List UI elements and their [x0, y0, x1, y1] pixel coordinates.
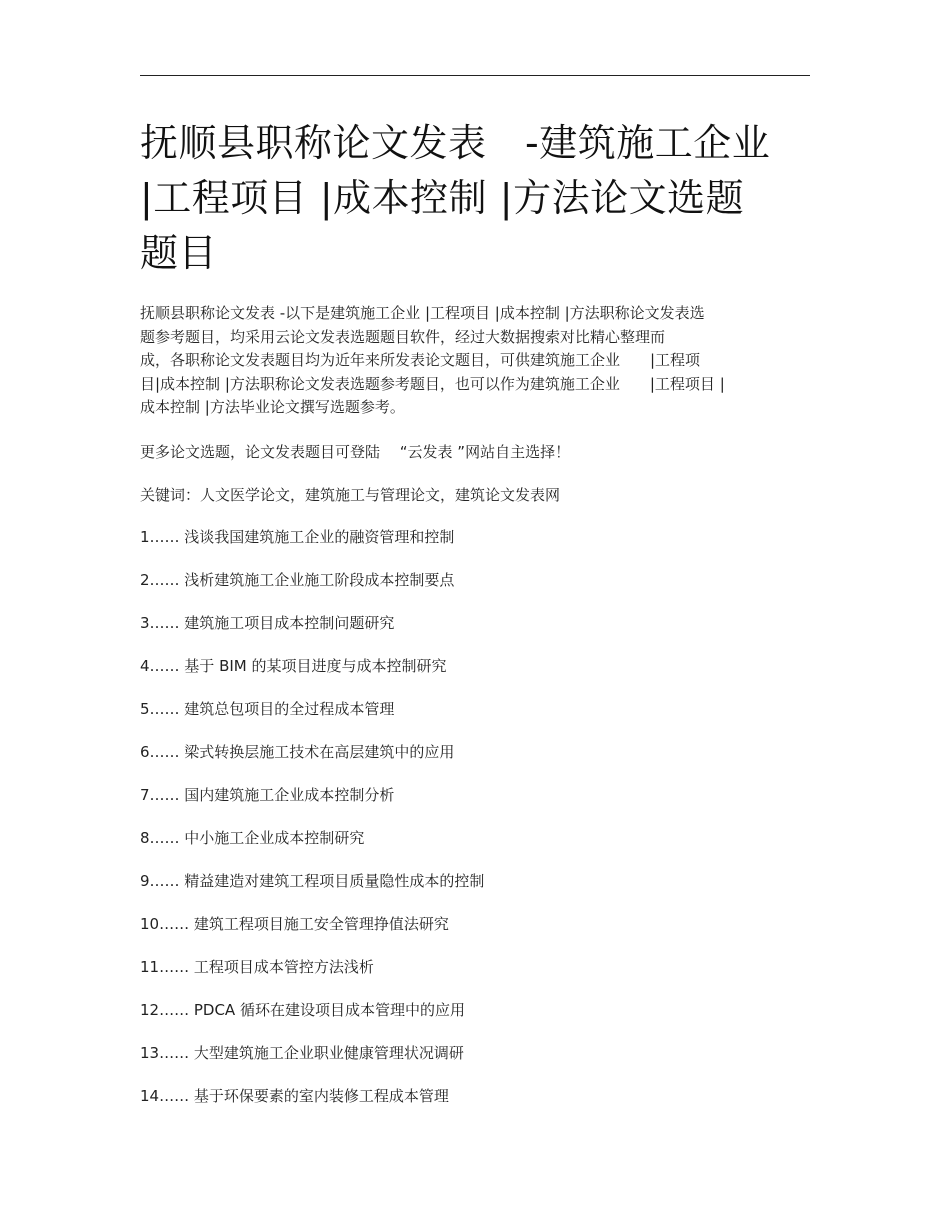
intro-line: 目|成本控制 |方法职称论文发表选题参考题目，也可以作为建筑施工企业 |工程项目 | [140, 374, 725, 393]
list-item: 12…… PDCA 循环在建设项目成本管理中的应用 [140, 1001, 465, 1019]
list-item: 5…… 建筑总包项目的全过程成本管理 [140, 700, 395, 718]
list-item: 11…… 工程项目成本管控方法浅析 [140, 958, 374, 976]
title-line: 抚顺县职称论文发表 -建筑施工企业 [140, 121, 771, 165]
intro-line: 成本控制 |方法毕业论文撰写选题参考。 [140, 398, 405, 416]
list-item: 9…… 精益建造对建筑工程项目质量隐性成本的控制 [140, 872, 485, 890]
list-item: 6…… 梁式转换层施工技术在高层建筑中的应用 [140, 743, 455, 761]
list-item: 2…… 浅析建筑施工企业施工阶段成本控制要点 [140, 571, 455, 589]
title-line: 题目 [140, 231, 218, 275]
header-divider [140, 75, 810, 76]
document-title [140, 116, 810, 281]
title-line: |工程项目 |成本控制 |方法论文选题 [140, 176, 745, 220]
list-item: 1…… 浅谈我国建筑施工企业的融资管理和控制 [140, 528, 455, 546]
list-item: 4…… 基于 BIM 的某项目进度与成本控制研究 [140, 657, 447, 675]
topic-list [140, 526, 484, 1128]
list-item: 8…… 中小施工企业成本控制研究 [140, 829, 365, 847]
keywords-line: 关键词：人文医学论文，建筑施工与管理论文，建筑论文发表网 [140, 486, 561, 504]
list-item: 10…… 建筑工程项目施工安全管理挣值法研究 [140, 915, 449, 933]
intro-line: 抚顺县职称论文发表 -以下是建筑施工企业 |工程项目 |成本控制 |方法职称论文发表选 [140, 304, 705, 322]
list-item: 3…… 建筑施工项目成本控制问题研究 [140, 614, 395, 632]
intro-line: 成，各职称论文发表题目均为近年来所发表论文题目，可供建筑施工企业 |工程项 [140, 351, 701, 369]
intro-paragraph [140, 302, 812, 420]
list-item: 7…… 国内建筑施工企业成本控制分析 [140, 786, 395, 804]
more-info-line: 更多论文选题，论文发表题目可登陆 “云发表 ”网站自主选择！ [140, 443, 571, 461]
intro-line: 题参考题目，均采用云论文发表选题题目软件，经过大数据搜索对比精心整理而 [140, 327, 666, 346]
list-item: 13…… 大型建筑施工企业职业健康管理状况调研 [140, 1044, 464, 1062]
list-item: 14…… 基于环保要素的室内装修工程成本管理 [140, 1087, 449, 1105]
